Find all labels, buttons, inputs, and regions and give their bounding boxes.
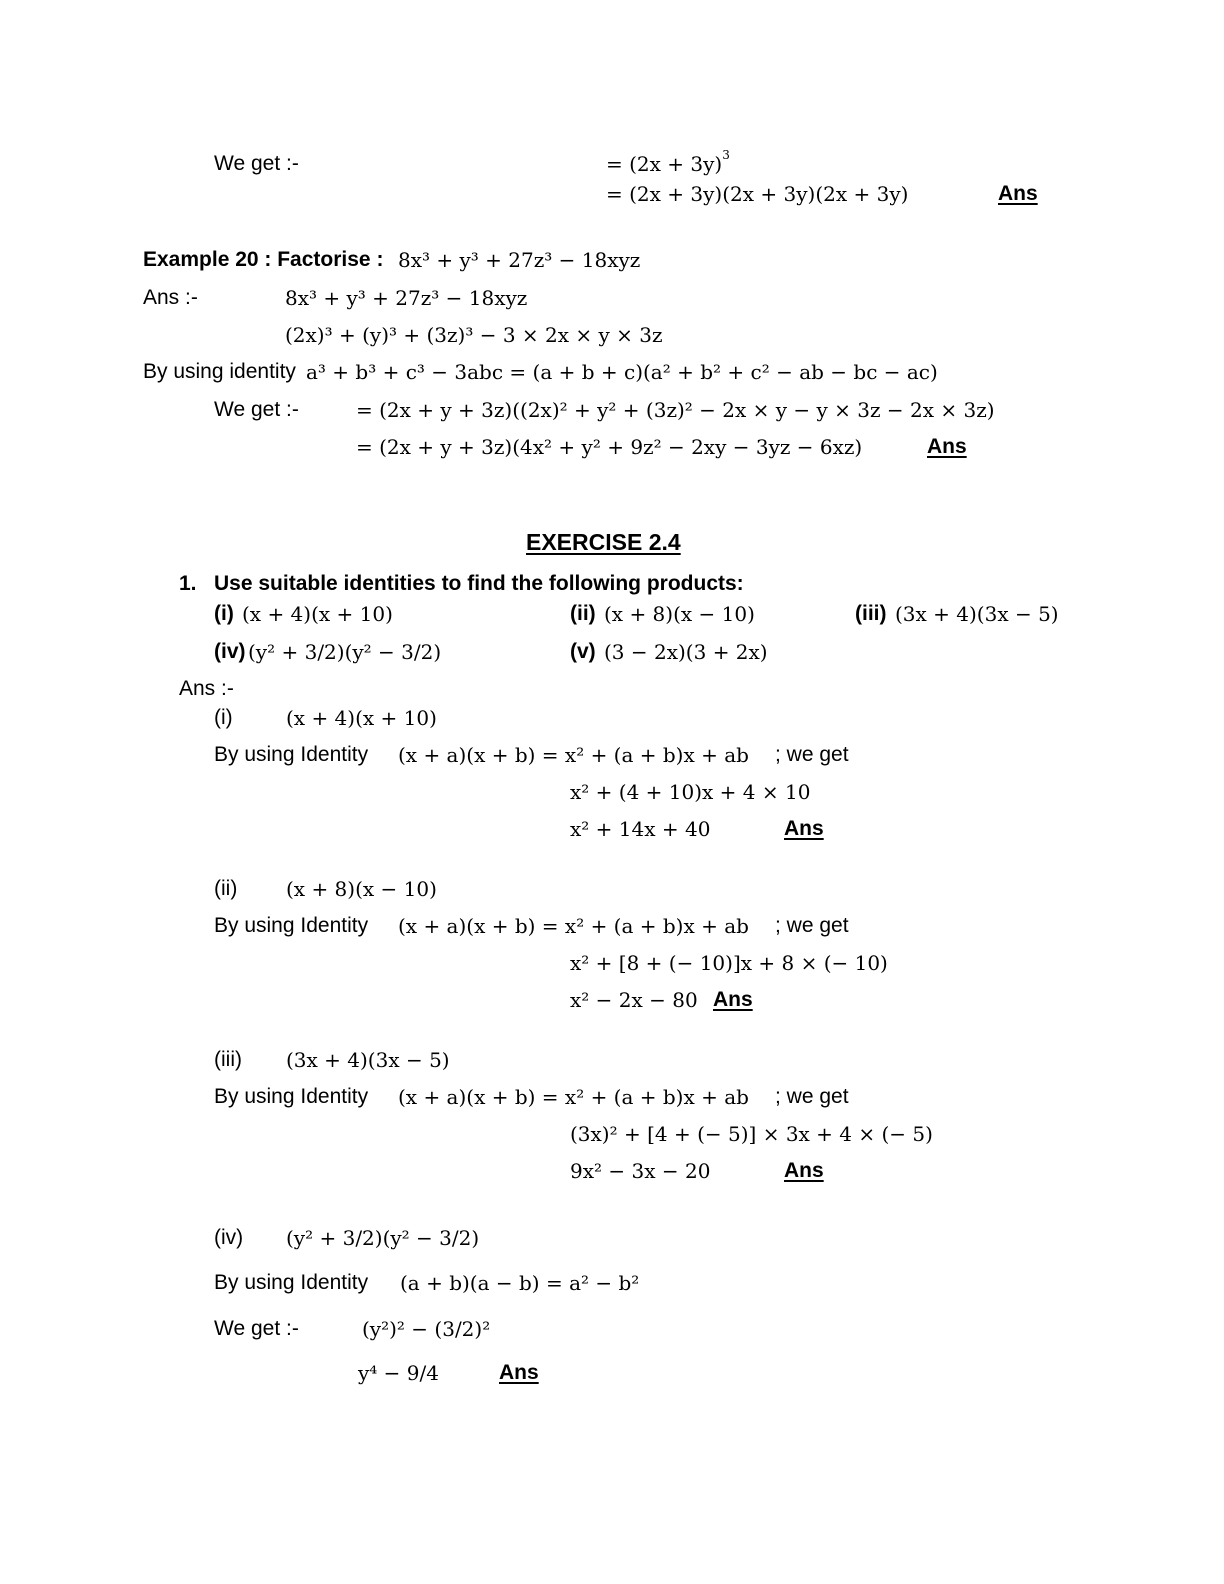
identity-formula: (x + a)(x + b) = x² + (a + b)x + ab [398,743,749,767]
solution-label: (iv) [214,1226,244,1249]
solution-step-1: x² + [8 + (− 10)]x + 8 × (− 10) [570,951,888,975]
identity-label: By using Identity [214,1085,369,1108]
question-text: Use suitable identities to find the following products: [214,572,744,595]
part-expression: (x + 8)(x − 10) [604,602,755,626]
ans-label: Ans [784,817,824,840]
identity-label: By using Identity [214,743,369,766]
ans-label: Ans [713,988,753,1011]
part-label: (iii) [855,602,887,625]
part-label: (ii) [570,602,596,625]
part-label: (i) [214,602,234,625]
part-label: (v) [570,640,596,663]
question-number: 1. [179,572,197,595]
part-expression: (3x + 4)(3x − 5) [895,602,1059,626]
solution-step-1: x² + (4 + 10)x + 4 × 10 [570,780,811,804]
example-step-1: 8x³ + y³ + 27z³ − 18xyz [285,286,528,310]
part-expression: (x + 4)(x + 10) [242,602,393,626]
we-get-label: ; we get [775,1085,849,1108]
solution-problem: (x + 4)(x + 10) [286,706,437,730]
ans-label: Ans [927,435,967,458]
identity-label: By using identity [143,360,296,383]
example-result-1: = (2x + y + 3z)((2x)² + y² + (3z)² − 2x × y − y × 3z − 2x × 3z) [356,398,995,422]
ans-label: Ans :- [179,677,234,700]
we-get-label: ; we get [775,743,849,766]
part-label: (iv) [214,640,246,663]
example-heading: Example 20 : Factorise : [143,248,384,271]
we-get-label: ; we get [775,914,849,937]
solution-problem: (3x + 4)(3x − 5) [286,1048,450,1072]
part-expression: (y² + 3/2)(y² − 3/2) [248,640,442,664]
identity-formula: (x + a)(x + b) = x² + (a + b)x + ab [398,914,749,938]
solution-problem: (y² + 3/2)(y² − 3/2) [286,1226,480,1250]
solution-label: (ii) [214,877,238,900]
identity-formula: (a + b)(a − b) = a² − b² [400,1271,640,1295]
identity-label: By using Identity [214,914,369,937]
solution-step-1: (3x)² + [4 + (− 5)] × 3x + 4 × (− 5) [570,1122,933,1146]
we-get-label: We get :- [214,1317,299,1340]
example-expression: 8x³ + y³ + 27z³ − 18xyz [398,248,641,272]
identity-formula: a³ + b³ + c³ − 3abc = (a + b + c)(a² + b² + c² − ab − bc − ac) [306,360,938,384]
solution-problem: (x + 8)(x − 10) [286,877,437,901]
solution-label: (i) [214,706,233,729]
we-get-label: We get :- [214,398,299,421]
solution-step-1: (y²)² − (3/2)² [362,1317,491,1341]
ans-label: Ans [499,1361,539,1384]
solution-label: (iii) [214,1048,242,1071]
top-line-1: = $(2x + 3y)^3$ [606,148,730,176]
we-get-label: We get :- [214,152,299,175]
example-step-2: (2x)³ + (y)³ + (3z)³ − 3 × 2x × y × 3z [285,323,663,347]
solution-step-2: x² + 14x + 40 [570,817,711,841]
solution-step-2: y⁴ − 9/4 [358,1361,439,1385]
part-expression: (3 − 2x)(3 + 2x) [604,640,768,664]
top-line-2: = (2x + 3y)(2x + 3y)(2x + 3y) [606,182,909,206]
solution-step-2: 9x² − 3x − 20 [570,1159,711,1183]
ans-label: Ans [784,1159,824,1182]
identity-label: By using Identity [214,1271,369,1294]
ans-label: Ans [998,182,1038,205]
exercise-title: EXERCISE 2.4 [526,529,681,555]
ans-label: Ans :- [143,286,198,309]
identity-formula: (x + a)(x + b) = x² + (a + b)x + ab [398,1085,749,1109]
solution-step-2: x² − 2x − 80 [570,988,698,1012]
example-result-2: = (2x + y + 3z)(4x² + y² + 9z² − 2xy − 3yz − 6xz) [356,435,863,459]
